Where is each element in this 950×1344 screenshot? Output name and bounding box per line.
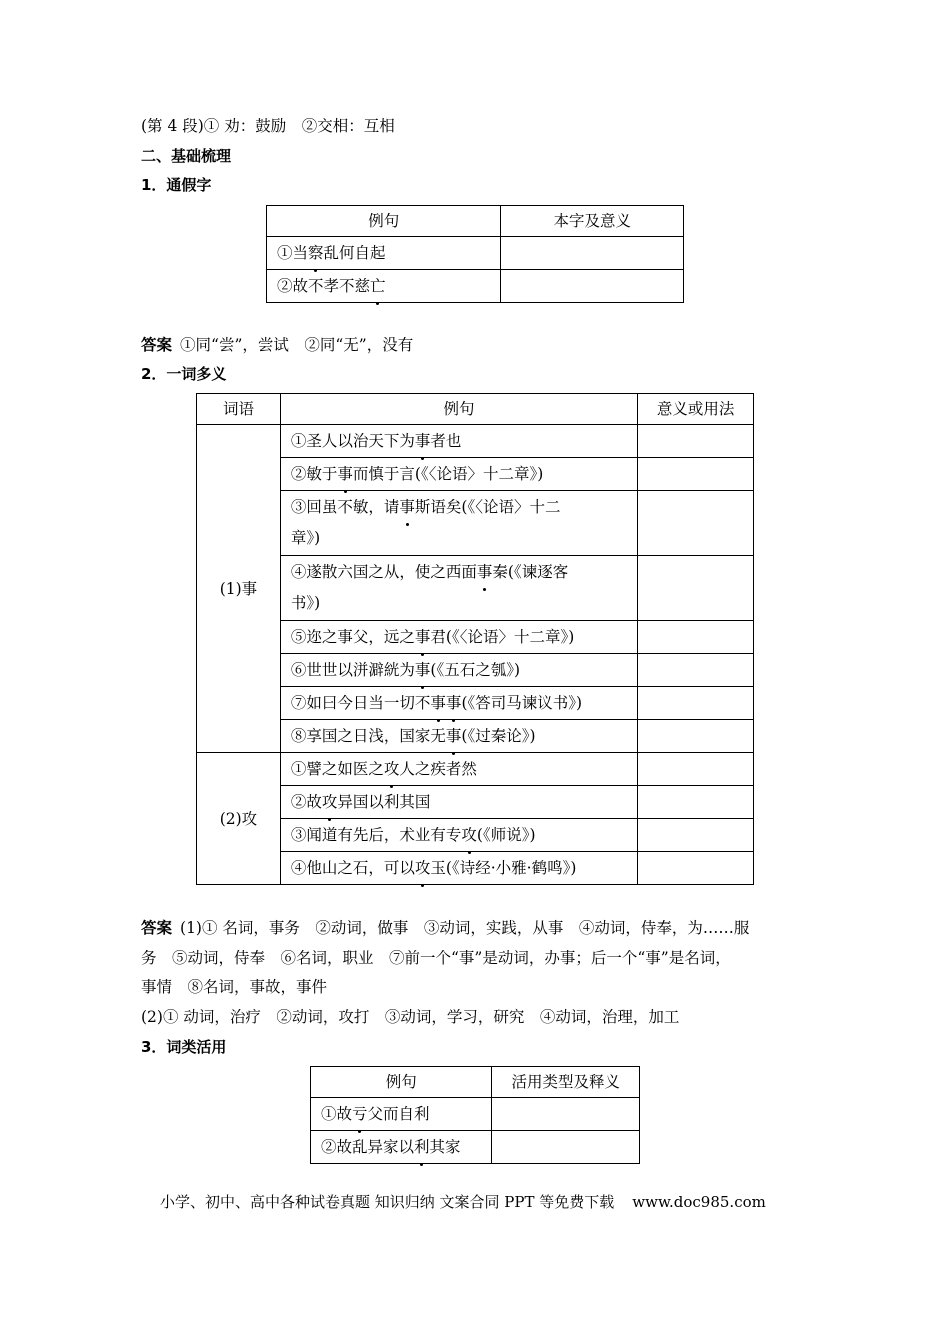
answer-label: 答案	[141, 919, 173, 937]
example-cell: ⑤迩之事父，远之事君(《〈论语〉十二章》)	[280, 621, 637, 654]
dotted-char: 攻	[384, 753, 400, 785]
answer-line: 事情 ⑧名词，事故，事件	[141, 978, 328, 996]
table-row	[197, 819, 754, 852]
usage-cell	[638, 720, 754, 753]
dotted-char: 攻	[415, 852, 431, 884]
tongjiazi-table	[266, 205, 684, 303]
dotted-char: 察	[308, 237, 324, 269]
usage-cell	[638, 425, 754, 458]
example-cell: ①圣人以治天下为事者也	[280, 425, 637, 458]
table-row	[197, 556, 754, 621]
answer-cell	[501, 237, 684, 270]
usage-cell	[638, 786, 754, 819]
s2-title: 2．一词多义	[141, 365, 227, 383]
header-example: 例句	[311, 1067, 492, 1098]
example-cell: ①当察乱何自起	[267, 237, 501, 270]
answer-label: 答案	[141, 336, 173, 354]
s3-title: 3．词类活用	[141, 1038, 227, 1056]
table-header-row	[267, 206, 684, 237]
usage-cell	[638, 852, 754, 885]
table-row	[311, 1098, 640, 1131]
intro-line: (第 4 段)① 劝：鼓励 ②交相：互相	[141, 117, 395, 135]
table-row	[267, 270, 684, 303]
section2-title: 二、基础梳理	[141, 147, 232, 165]
example-cell: ②故攻异国以利其国	[280, 786, 637, 819]
table-row	[197, 621, 754, 654]
dotted-char: 攻	[322, 786, 338, 818]
table-row	[197, 720, 754, 753]
answer-line: 务 ⑤动词，侍奉 ⑥名词，职业 ⑦前一个“事”是动词，办事；后一个“事”是名词，	[141, 948, 731, 967]
polysemy-table	[196, 393, 754, 885]
table-row	[197, 458, 754, 491]
dotted-char: 事	[415, 621, 431, 653]
answer-text: ①同“尝”，尝试 ②同“无”，没有	[180, 336, 414, 354]
example-cell: ⑦如曰今日当一切不事事(《答司马谏议书》)	[280, 687, 637, 720]
page-footer	[160, 1191, 766, 1212]
usage-cell	[638, 556, 754, 621]
usage-cell	[638, 621, 754, 654]
s1-answer	[141, 335, 413, 355]
header-example: 例句	[280, 394, 637, 425]
example-cell: ①故亏父而自利	[311, 1098, 492, 1131]
usage-cell	[638, 819, 754, 852]
example-cell: ①譬之如医之攻人之疾者然	[280, 753, 637, 786]
word-cell: (1)事	[197, 425, 281, 753]
table-row	[267, 237, 684, 270]
dotted-char: 事	[415, 425, 431, 457]
dotted-char: 事	[446, 720, 462, 752]
example-cell: ③闻道有先后，术业有专攻(《师说》)	[280, 819, 637, 852]
example-cell: ②敏于事而慎于言(《〈论语〉十二章》)	[280, 458, 637, 491]
usage-cell	[638, 687, 754, 720]
usage-cell	[638, 491, 754, 556]
dotted-char: 事	[337, 458, 353, 490]
dotted-char: 事	[477, 557, 493, 588]
dotted-char: 利	[414, 1131, 430, 1163]
usage-cell	[638, 458, 754, 491]
answer-line: (2)① 动词，治疗 ②动词，攻打 ③动词，学习，研究 ④动词，治理，加工	[141, 1007, 680, 1026]
example-cell: ⑥世世以洴澼絖为事(《五石之瓠》)	[280, 654, 637, 687]
table-row	[197, 753, 754, 786]
usage-cell	[638, 654, 754, 687]
example-cell: ④遂散六国之从，使之西面事秦(《谏逐客 书》)	[280, 556, 637, 621]
s1-title: 1．通假字	[141, 176, 212, 194]
word-usage-table	[310, 1066, 640, 1164]
dotted-char: 亏	[352, 1098, 368, 1130]
word-cell: (2)攻	[197, 753, 281, 885]
table-row	[197, 687, 754, 720]
dotted-char: 攻	[461, 819, 477, 851]
answer-cell	[492, 1131, 640, 1164]
example-cell: ②故不孝不慈亡	[267, 270, 501, 303]
header-usage-type: 活用类型及释义	[492, 1067, 640, 1098]
header-meaning: 本字及意义	[501, 206, 684, 237]
header-word: 词语	[197, 394, 281, 425]
footer-text: 小学、初中、高中各种试卷真题 知识归纳 文案合同 PPT 等免费下载	[160, 1193, 615, 1211]
table-row	[311, 1131, 640, 1164]
table-header-row	[311, 1067, 640, 1098]
table-row	[197, 491, 754, 556]
s2-answer	[141, 914, 813, 1032]
table-row	[197, 425, 754, 458]
example-cell: ④他山之石，可以攻玉(《诗经·小雅·鹤鸣》)	[280, 852, 637, 885]
answer-cell	[492, 1098, 640, 1131]
example-cell: ②故乱异家以利其家	[311, 1131, 492, 1164]
dotted-char: 事	[446, 687, 462, 719]
table-row	[197, 852, 754, 885]
table-row	[197, 654, 754, 687]
answer-line: 答案 (1)① 名词，事务 ②动词，做事 ③动词，实践，从事 ④动词，侍奉，为……服	[141, 919, 750, 937]
table-header-row	[197, 394, 754, 425]
answer-cell	[501, 270, 684, 303]
dotted-char: 事	[399, 492, 415, 523]
table-row	[197, 786, 754, 819]
dotted-char: 事	[430, 687, 446, 719]
dotted-char: 事	[415, 654, 431, 686]
dotted-char: 亡	[370, 270, 386, 302]
header-example: 例句	[267, 206, 501, 237]
footer-url[interactable]: www.doc985.com	[632, 1193, 766, 1211]
example-cell: ③回虽不敏，请事斯语矣(《〈论语〉十二 章》)	[280, 491, 637, 556]
example-cell: ⑧享国之日浅，国家无事(《过秦论》)	[280, 720, 637, 753]
usage-cell	[638, 753, 754, 786]
header-usage: 意义或用法	[638, 394, 754, 425]
